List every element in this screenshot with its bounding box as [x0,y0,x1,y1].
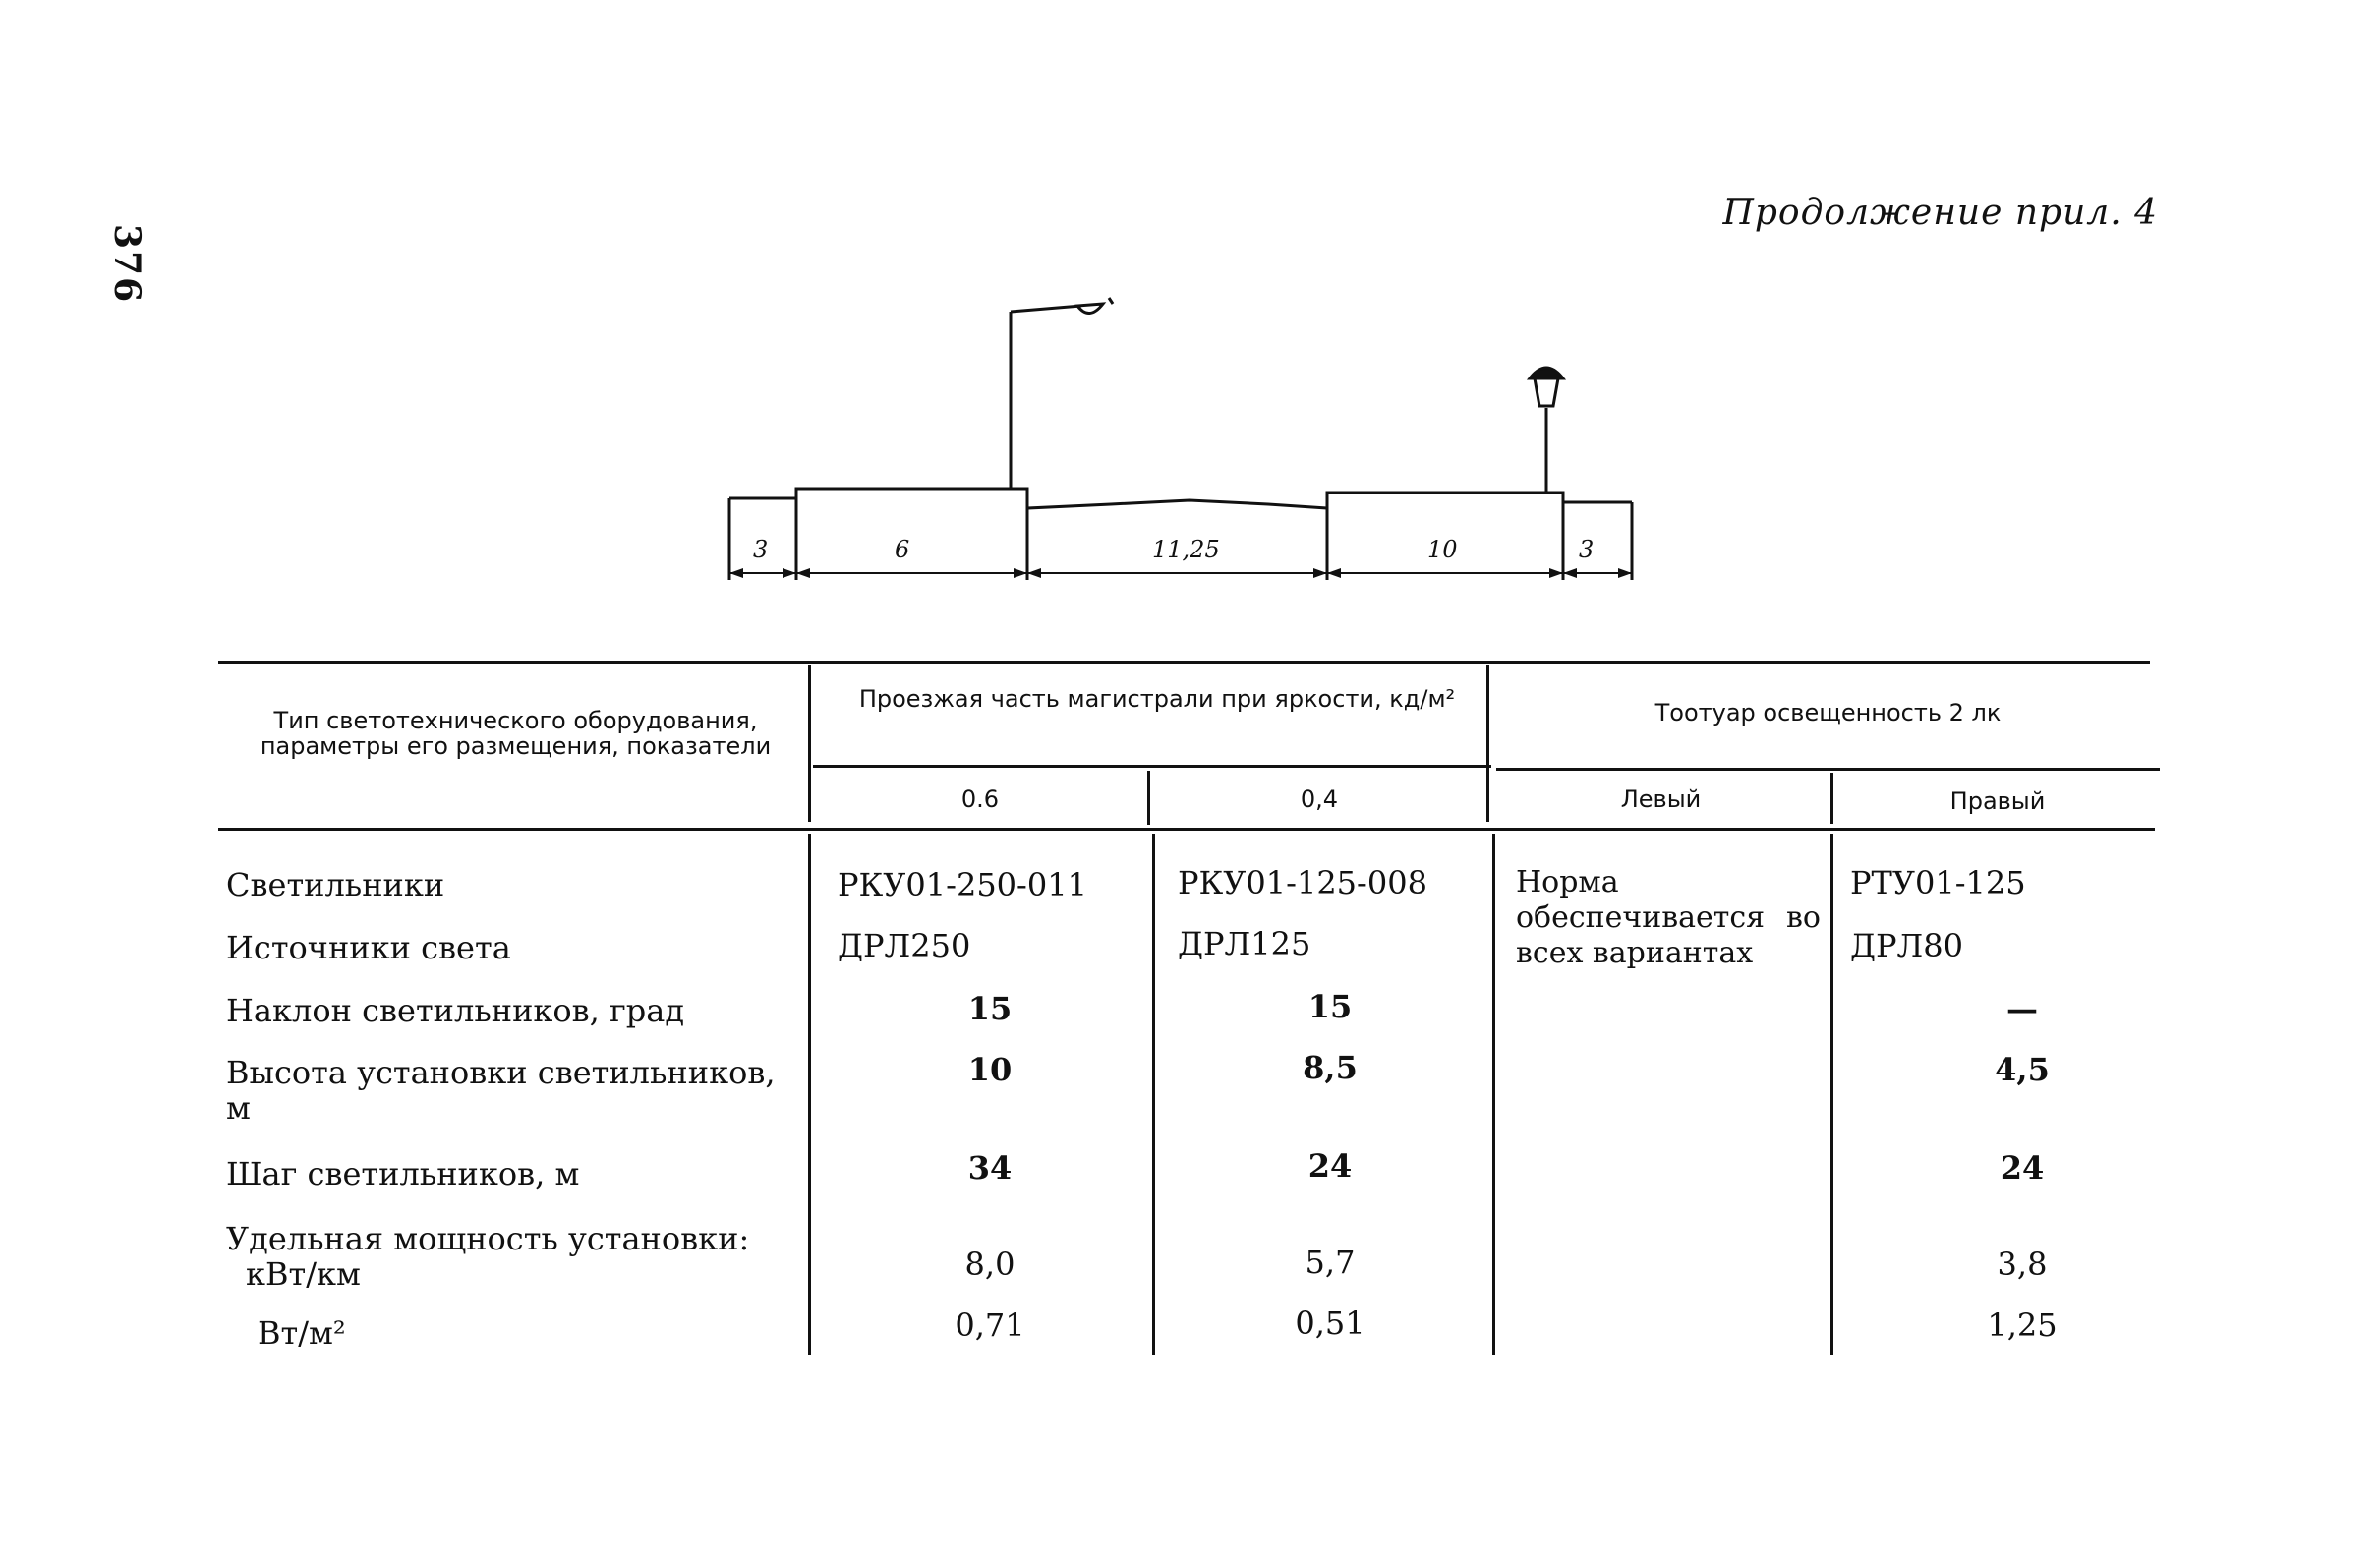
cell-value: 5,7 [1305,1244,1356,1281]
col-divider [808,665,811,822]
col-divider [1486,665,1489,822]
header-group1-sub: 0,4 [1300,785,1339,813]
header-note: Продолжение прил. 4 [1722,193,2158,233]
header-group1-sub: 0.6 [960,785,1000,813]
cell-value: 1,25 [1987,1307,2058,1344]
header-group2: Тоотуар освещенность 2 лк [1654,699,2002,726]
col-divider [808,834,811,1355]
col-divider [1492,834,1495,1355]
lighting-equipment-table [218,657,2160,1365]
cell-value: 8,5 [1303,1049,1358,1086]
dimension-label: 3 [753,536,769,563]
street-lamp-icon [1011,298,1113,489]
header-group1: Проезжая часть магистрали при яркости, кд/м² [858,685,1456,713]
cell-value: 15 [967,990,1013,1027]
row-label: Наклон светильников, град [226,992,685,1029]
cell-value: РКУ01-125-008 [1178,864,1427,901]
row-label: Светильники [226,866,445,903]
cell-value: 4,5 [1995,1051,2050,1088]
subheader-rule-left [813,765,1491,768]
cell-value: — [2006,990,2038,1027]
cross-section-svg [718,280,1642,595]
row-label: Высота установки светильников, м [226,1054,776,1127]
left-sidewalk-note: Норма обеспечивается во всех вариантах [1516,865,1821,970]
cell-value: ДРЛ125 [1178,925,1311,962]
dimension-label: 3 [1579,536,1595,563]
dimension-label: 6 [895,536,910,563]
cell-value: 24 [1307,1147,1353,1185]
col-divider [1147,771,1150,825]
cell-value: 10 [967,1051,1013,1088]
cell-value: 8,0 [964,1246,1016,1283]
col-divider [1830,773,1833,824]
cell-value: РКУ01-250-011 [838,866,1087,903]
subheader-rule-right [1496,768,2160,771]
col-divider [1830,834,1833,1355]
cell-value: 3,8 [1997,1246,2048,1283]
cell-value: РТУ01-125 [1850,864,2026,901]
header-bottom-rule [218,828,2155,831]
row-label: Шаг светильников, м [226,1155,580,1192]
table-top-rule [218,661,2150,664]
cell-value: 0,71 [955,1307,1025,1344]
col-divider [1152,834,1155,1355]
page-number: 376 [106,224,147,305]
row-label: Удельная мощность установки: [226,1220,750,1257]
cell-value: 34 [967,1149,1013,1187]
header-group2-sub: Левый [1620,785,1702,813]
row-label: кВт/км [246,1255,361,1293]
dimension-label: 10 [1427,536,1458,563]
cell-value: ДРЛ80 [1850,927,1963,964]
row-label: Вт/м² [258,1314,346,1352]
street-cross-section-diagram [718,280,1642,595]
header-group2-sub: Правый [1949,787,2046,815]
row-label: Источники света [226,929,511,966]
cell-value: ДРЛ250 [838,927,971,964]
header-col0: Тип светотехнического оборудования, параметры его размещения, показатели [260,707,772,760]
dimension-label: 11,25 [1152,536,1220,563]
cell-value: 24 [2000,1149,2045,1187]
ground-profile [729,489,1632,508]
cell-value: 0,51 [1295,1305,1365,1342]
cell-value: 15 [1307,988,1353,1025]
sidewalk-lamp-icon [1530,368,1563,493]
